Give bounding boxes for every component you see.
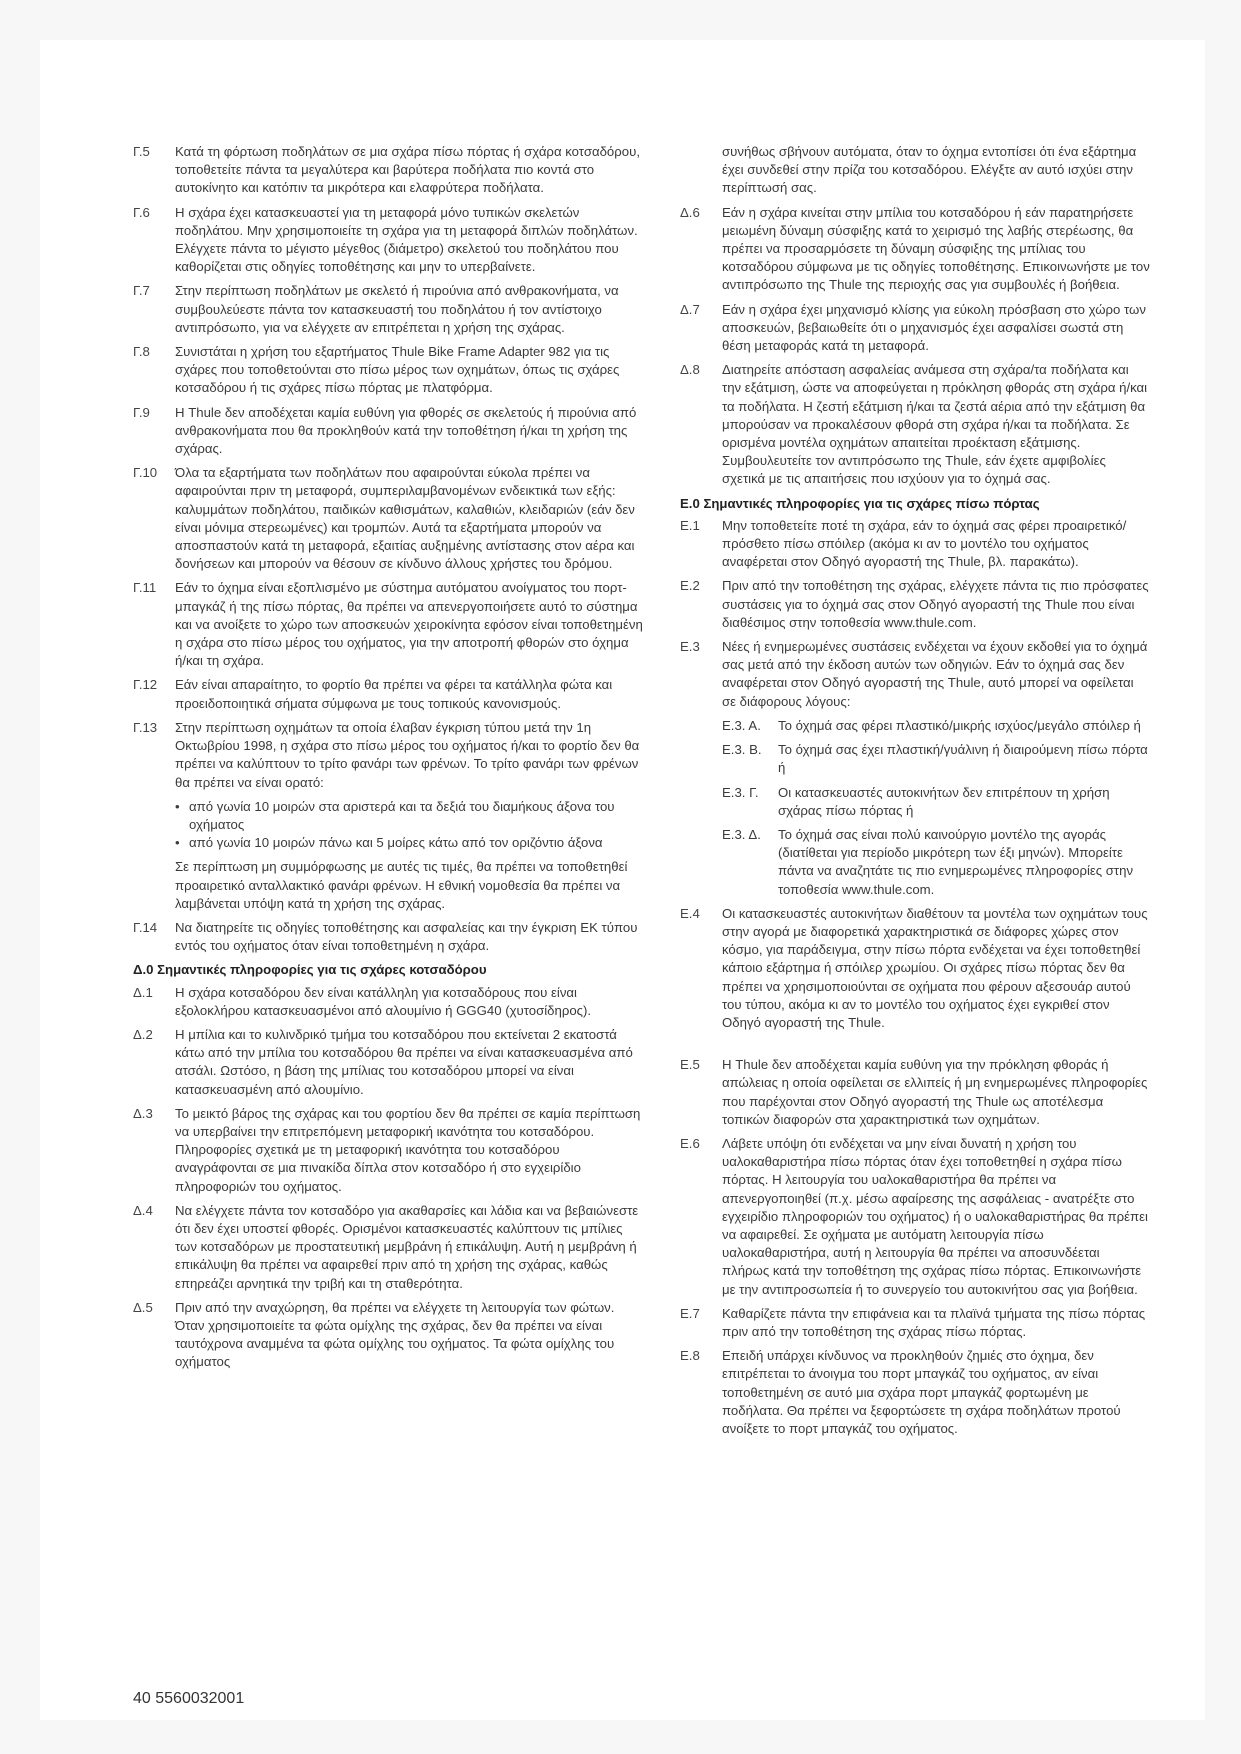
section-item [133,676,643,712]
item-number: Γ.9 [133,404,150,420]
section-item [680,1135,1150,1299]
item-number: Γ.14 [133,919,158,935]
continuation-text: Σε περίπτωση μη συμμόρφωσης με αυτές τις τιμές, θα πρέπει να τοποθετηθεί προαιρετικό ανταλλακτικό φανάρι φρένων. Η εθνική νομοθεσία θα πρέπει να λαμβάνεται υπόψη κατά τη χρήση της σχάρας. [175,859,628,911]
item-text: Στην περίπτωση οχημάτων τα οποία έλαβαν έγκριση τύπου μετά την 1η Οκτωβρίου 1998, η σχάρα στο πίσω μέρος του οχήματος ή/και το φορτίο δεν θα πρέπει να καλύπτουν το τρίτο φανάρι των φρένων. Το τρίτο φανάρι των φρένων θα πρέπει να είναι ορατό: [175,719,640,790]
sub-item-text: Το όχημά σας έχει πλαστική/γυάλινη ή διαιρούμενη πίσω πόρτα ή [778,742,1148,776]
section-heading: Ε.0 Σημαντικές πληροφορίες για τις σχάρες πίσω πόρτας [680,495,1040,511]
item-number: Δ.1 [133,984,153,1000]
section-item [680,301,1150,356]
item-text: Η Thule δεν αποδέχεται καμία ευθύνη για φθορές σε σκελετούς ή πιρούνια από ανθρακονήματα που θα προκληθούν κατά την τοποθέτηση ή/και τη χρήση της σχάρας. [175,404,637,457]
section-item [680,1305,1150,1341]
section-item [680,577,1150,632]
document-page [40,40,1205,1720]
section-item [133,1026,643,1099]
item-text: Να διατηρείτε τις οδηγίες τοποθέτησης και ασφαλείας και την έγκριση ΕΚ τύπου εντός του οχήματος όταν είναι τοποθετημένη η σχάρα. [175,919,638,954]
item-number: Γ.6 [133,204,150,220]
section-item [133,1105,643,1196]
section-item [680,361,1150,488]
item-text: Η σχάρα έχει κατασκευαστεί για τη μεταφορά μόνο τυπικών σκελετών ποδηλάτου. Μην χρησιμοποιείτε τη σχάρα για τη μεταφορά διπλών ποδηλάτων. Ελέγχετε πάντα το μέγιστο μέγεθος (διάμετρο) σκελετού του ποδηλάτου που καθορίζεται στις οδηγίες τοποθέτησης και μην το υπερβαίνετε. [175,204,638,275]
item-number: Γ.8 [133,344,150,360]
sub-item [680,717,1150,735]
item-number: Γ.10 [133,465,158,481]
sub-item [680,741,1150,777]
item-text: Κατά τη φόρτωση ποδηλάτων σε μια σχάρα πίσω πόρτας ή σχάρα κοτσαδόρου, τοποθετείτε πάντα τα μεγαλύτερα και βαρύτερα ποδήλατα πιο κοντά στο αυτοκίνητο και κατόπιν τα μικρότερα και ελαφρύτερα ποδήλατα. [175,144,640,196]
item-text: Καθαρίζετε πάντα την επιφάνεια και τα πλαϊνά τμήματα της πίσω πόρτας πριν από την τοποθέτηση της σχάρας πίσω πόρτας. [722,1305,1146,1339]
item-number: Δ.7 [680,301,700,317]
page-footer: 40 5560032001 [133,1690,245,1707]
item-number: Δ.8 [680,362,700,378]
section-item [133,143,643,198]
bullet-text: από γωνία 10 μοιρών πάνω και 5 μοίρες κάτω από τον οριζόντιο άξονα [189,835,603,851]
sub-item-number: Ε.3. Γ. [722,784,759,800]
sub-item-number: Ε.3. Β. [722,742,762,758]
item-number: Γ.5 [133,144,150,159]
left-column [133,143,643,1378]
item-number: Ε.6 [680,1135,700,1151]
item-text: Εάν είναι απαραίτητο, το φορτίο θα πρέπει να φέρει τα κατάλληλα φώτα και προειδοποιητικά σήματα σύμφωνα με τους τοπικούς κανονισμούς. [175,677,613,711]
item-text: Στην περίπτωση ποδηλάτων με σκελετό ή πιρούνια από ανθρακονήματα, να συμβουλεύεστε πάντα τον κατασκευαστή του ποδηλάτου ή τον αντίστοιχο αντιπρόσωπο, για να ελέγχετε αν επιτρέπεται η χρήση της σχάρας. [175,283,619,335]
item-number: Ε.7 [680,1305,700,1321]
continuation-text: συνήθως σβήνουν αυτόματα, όταν το όχημα εντοπίσει ότι ένα εξάρτημα έχει συνδεθεί στην πρίζα του κοτσαδόρου. Ελέγξτε αν αυτό ισχύει στην περίπτωσή σας. [722,144,1137,196]
item-number: Ε.4 [680,905,700,921]
section-item [133,464,643,573]
item-number: Ε.8 [680,1348,700,1364]
bullet-text: από γωνία 10 μοιρών στα αριστερά και τα δεξιά του διαμήκους άξονα του οχήματος [189,798,615,832]
item-number: Ε.1 [680,517,700,533]
item-text: Οι κατασκευαστές αυτοκινήτων διαθέτουν τα μοντέλα των οχημάτων τους στην αγορά με διαφορετικά χαρακτηριστικά σε διάφορες χώρες στον κόσμο, για παράδειγμα, στην πίσω πόρτα ενδέχεται να έχει τοποθετηθεί κάποιο εξάρτημα ή σπόιλερ χρωμίου. Οι σχάρες πίσω πόρτας δεν θα πρέπει να χρησιμοποιούνται σε οχήματα που φέρουν αξεσουάρ αυτού του τύπου, ακόμα κι αν το μοντέλο του οχήματος έχει εγκριθεί στον Οδηγό αγοραστή της Thule. [722,905,1148,1030]
sub-item [680,784,1150,820]
section-item [680,517,1150,572]
item-text: Νέες ή ενημερωμένες συστάσεις ενδέχεται να έχουν εκδοθεί για το όχημά σας μετά από την έκδοση αυτών των οδηγιών. Εάν το όχημά σας δεν αναφέρεται στον Οδηγό αγοραστή της Thule, αυτό μπορεί να οφείλεται σε διάφορους λόγους: [722,639,1148,709]
right-column [680,143,1150,1444]
section-heading: Δ.0 Σημαντικές πληροφορίες για τις σχάρες κοτσαδόρου [133,962,487,978]
sub-item-text: Το όχημά σας φέρει πλαστικό/μικρής ισχύος/μεγάλο σπόιλερ ή [778,717,1141,733]
item-text: Εάν το όχημα είναι εξοπλισμένο με σύστημα αυτόματου ανοίγματος του πορτ-μπαγκάζ ή της πίσω πόρτας, θα πρέπει να απενεργοποιήσετε αυτό το σύστημα και να ανοίξετε το χώρο των αποσκευών χειροκίνητα εφόσον είναι τοποθετημένη η σχάρα στο πίσω μέρος του οχήματος, για την αποτροπή φθορών στο όχημα ή/και τη σχάρα. [175,580,643,669]
item-number: Δ.5 [133,1299,153,1315]
bullet-dot-icon: • [175,798,180,814]
section-item [133,204,643,277]
item-number: Γ.13 [133,719,158,735]
item-number: Ε.5 [680,1057,700,1073]
section-item [133,1299,643,1372]
item-text: Επειδή υπάρχει κίνδυνος να προκληθούν ζημιές στο όχημα, δεν επιτρέπεται το άνοιγμα του πορτ μπαγκάζ του οχήματος, αν είναι τοποθετημένη σε αυτό μια σχάρα πορτ μπαγκάζ φορτωμένη με ποδήλατα. Θα πρέπει να ξεφορτώσετε τη σχάρα ποδηλάτων προτού ανοίξετε το πορτ μπαγκάζ του οχήματος. [722,1348,1121,1436]
item-number: Ε.3 [680,639,700,655]
bullet-list [133,798,643,853]
bullet-item [175,834,643,852]
section-item [133,404,643,459]
section-item [680,905,1150,1032]
section-item [133,579,643,670]
sub-item [680,826,1150,899]
sub-item-text: Οι κατασκευαστές αυτοκινήτων δεν επιτρέπουν τη χρήση σχάρας πίσω πόρτας ή [778,784,1110,818]
section-item [680,638,1150,711]
item-number: Δ.4 [133,1202,153,1218]
section-item [133,1202,643,1293]
item-text: Το μεικτό βάρος της σχάρας και του φορτίου δεν θα πρέπει σε καμία περίπτωση να υπερβαίνει την επιτρεπόμενη μεταφορική ικανότητα του κοτσαδόρου. Πληροφορίες σχετικά με τη μεταφορική ικανότητα του κοτσαδόρου αναγράφονται σε μια πινακίδα δίπλα στον κοτσαδόρο ή στο εγχειρίδιο πληροφοριών του οχήματος. [175,1105,641,1194]
section-item [133,984,643,1020]
item-number: Γ.11 [133,580,157,596]
item-text: Η Thule δεν αποδέχεται καμία ευθύνη για την πρόκληση φθοράς ή απώλειας η οποία οφείλεται σε ελλιπείς ή μη ενημερωμένες πληροφορίες που παρέχονται στον Οδηγό αγοραστή της Thule ως αποτέλεσμα τοπικών διαφορών στα χαρακτηριστικά των οχημάτων. [722,1057,1148,1127]
section-item [133,919,643,955]
section-item [133,343,643,398]
item-text: Η μπίλια και το κυλινδρικό τμήμα του κοτσαδόρου που εκτείνεται 2 εκατοστά κάτω από την μπίλια του κοτσαδόρου θα πρέπει να είναι κατασκευασμένα από ατσάλι. Ωστόσο, η βάση της μπίλιας του κοτσαδόρου μπορεί να είναι κατασκευασμένη από αλουμίνιο. [175,1026,633,1097]
item-number: Δ.3 [133,1105,153,1121]
sub-item-number: Ε.3. Α. [722,717,761,733]
item-text: Πριν από την αναχώρηση, θα πρέπει να ελέγχετε τη λειτουργία των φώτων. Όταν χρησιμοποιείτε τα φώτα ομίχλης της σχάρας, δεν θα πρέπει να είναι ταυτόχρονα αναμμένα τα φώτα ομίχλης του οχήματος. Τα φώτα ομίχλης του οχήματος [175,1299,615,1370]
item-number: Ε.2 [680,578,700,594]
item-number: Δ.2 [133,1026,153,1042]
item-text: Διατηρείτε απόσταση ασφαλείας ανάμεσα στη σχάρα/τα ποδήλατα και την εξάτμιση, ώστε να αποφεύγεται η πρόκληση φθοράς στη σχάρα ή/και τα ποδήλατα. Η ζεστή εξάτμιση ή/και τα ζεστά αέρια από την εξάτμιση θα μπορούσαν να προκαλέσουν φθορά στη σχάρα ή/και τα ποδήλατα. Σε ορισμένα μοντέλα οχημάτων απαιτείται προέκταση εξάτμισης. Συμβουλευτείτε τον αντιπρόσωπο της Thule, εάν έχετε αμφιβολίες σχετικά με τις απαιτήσεις που ισχύουν για το όχημά σας. [722,362,1148,487]
sub-item-text: Το όχημά σας είναι πολύ καινούργιο μοντέλο της αγοράς (διατίθεται για περίοδο μικρότερη των έξι μηνών). Μπορείτε πάντα να αναζητάτε τις πιο ενημερωμένες πληροφορίες στην τοποθεσία www.thule.com. [778,826,1134,897]
bullet-dot-icon: • [175,835,180,851]
item-text: Εάν η σχάρα έχει μηχανισμό κλίσης για εύκολη πρόσβαση στο χώρο των αποσκευών, βεβαιωθείτε ότι ο μηχανισμός έχει ασφαλίσει σωστά στη θέση μεταφοράς κατά τη μεταφορά. [722,301,1146,354]
section-item [680,1347,1150,1438]
item-number: Δ.6 [680,204,700,220]
bullet-item [175,798,643,834]
item-text: Η σχάρα κοτσαδόρου δεν είναι κατάλληλη για κοτσαδόρους που είναι εξολοκλήρου κατασκευασμένοι από αλουμίνιο ή GGG40 (χυτοσίδηρος). [175,984,592,1018]
item-text: Λάβετε υπόψη ότι ενδέχεται να μην είναι δυνατή η χρήση του υαλοκαθαριστήρα πίσω πόρτας όταν έχει τοποθετηθεί η σχάρα πίσω πόρτας. Η λειτουργία του υαλοκαθαριστήρα θα πρέπει να απενεργοποιηθεί (π.χ. μέσω αφαίρεσης της ασφάλειας - ανατρέξτε στο εγχειρίδιο πληροφοριών του οχήματος) ή ο υαλοκαθαριστήρας θα πρέπει να αφαιρεθεί. Σε οχήματα με αυτόματη λειτουργία πίσω υαλοκαθαριστήρα, αυτή η λειτουργία θα πρέπει να αποσυνδέεται πλήρως κατά την τοποθέτηση της σχάρας πίσω πόρτας. Επικοινωνήστε με την αντιπροσωπεία ή το συνεργείο του αυτοκινήτου σας για βοήθεια. [722,1135,1148,1297]
item-number: Γ.7 [133,283,150,299]
item-text: Να ελέγχετε πάντα τον κοτσαδόρο για ακαθαρσίες και λάδια και να βεβαιώνεστε ότι δεν έχει υποστεί φθορές. Ορισμένοι κατασκευαστές καλύπτουν τις μπίλιες των κοτσαδόρων με προστατευτική μεμβράνη ή επικάλυψη. Αυτή η μεμβράνη ή επικάλυψη θα πρέπει να αφαιρεθεί πριν από τη χρήση της σχάρας, καθώς επηρεάζει αρνητικά την τριβή και τη σταθερότητα. [175,1202,639,1291]
item-text: Εάν η σχάρα κινείται στην μπίλια του κοτσαδόρου ή εάν παρατηρήσετε μειωμένη δύναμη σύσφιξης κατά το χειρισμό της λαβής στερέωσης, θα πρέπει να προσαρμόσετε τη δύναμη σύσφιξης της μπίλιας του κοτσαδόρου σύμφωνα με τις οδηγίες τοποθέτησης. Επικοινωνήστε με τον αντιπρόσωπο της Thule της περιοχής σας για συμβουλές ή βοήθεια. [722,204,1150,293]
section-item [680,204,1150,295]
spacer [680,1038,1150,1056]
item-text: Συνιστάται η χρήση του εξαρτήματος Thule Bike Frame Adapter 982 για τις σχάρες που τοποθετούνται στο πίσω μέρος των οχημάτων, όπως τις σχάρες κοτσαδόρου ή τις σχάρες πίσω πόρτας με πλατφόρμα. [175,344,620,396]
section-item [133,282,643,337]
item-text: Πριν από την τοποθέτηση της σχάρας, ελέγχετε πάντα τις πιο πρόσφατες συστάσεις για το όχημά σας στον Οδηγό αγοραστή της Thule που είναι διαθέσιμος στην τοποθεσία www.thule.com. [722,578,1149,630]
item-text: Όλα τα εξαρτήματα των ποδηλάτων που αφαιρούνται εύκολα πρέπει να αφαιρούνται πριν τη μεταφορά, συμπεριλαμβανομένων ενδεικτικά των εξής: καλυμμάτων ποδηλάτου, παιδικών καθισμάτων, καλαθιών, κλειδαριών (εάν δεν είναι μόνιμα στερεωμένες) και τρομπών. Αυτά τα εξαρτήματα μπορούν να αποσπαστούν κατά τη μεταφορά, εξαιτίας αυξημένης αντίστασης στον αέρα και δονήσεων και μπορούν να θέσουν σε κίνδυνο άλλους χρήστες του δρόμου. [175,465,635,572]
sub-item-number: Ε.3. Δ. [722,826,761,842]
item-number: Γ.12 [133,677,158,693]
section-item [133,719,643,792]
section-item [680,1056,1150,1129]
item-text: Μην τοποθετείτε ποτέ τη σχάρα, εάν το όχημά σας φέρει προαιρετικό/πρόσθετο πίσω σπόιλερ (ακόμα κι αν το μοντέλο του οχήματος αναφέρεται στον Οδηγό αγοραστή της Thule, βλ. παρακάτω). [722,517,1127,570]
